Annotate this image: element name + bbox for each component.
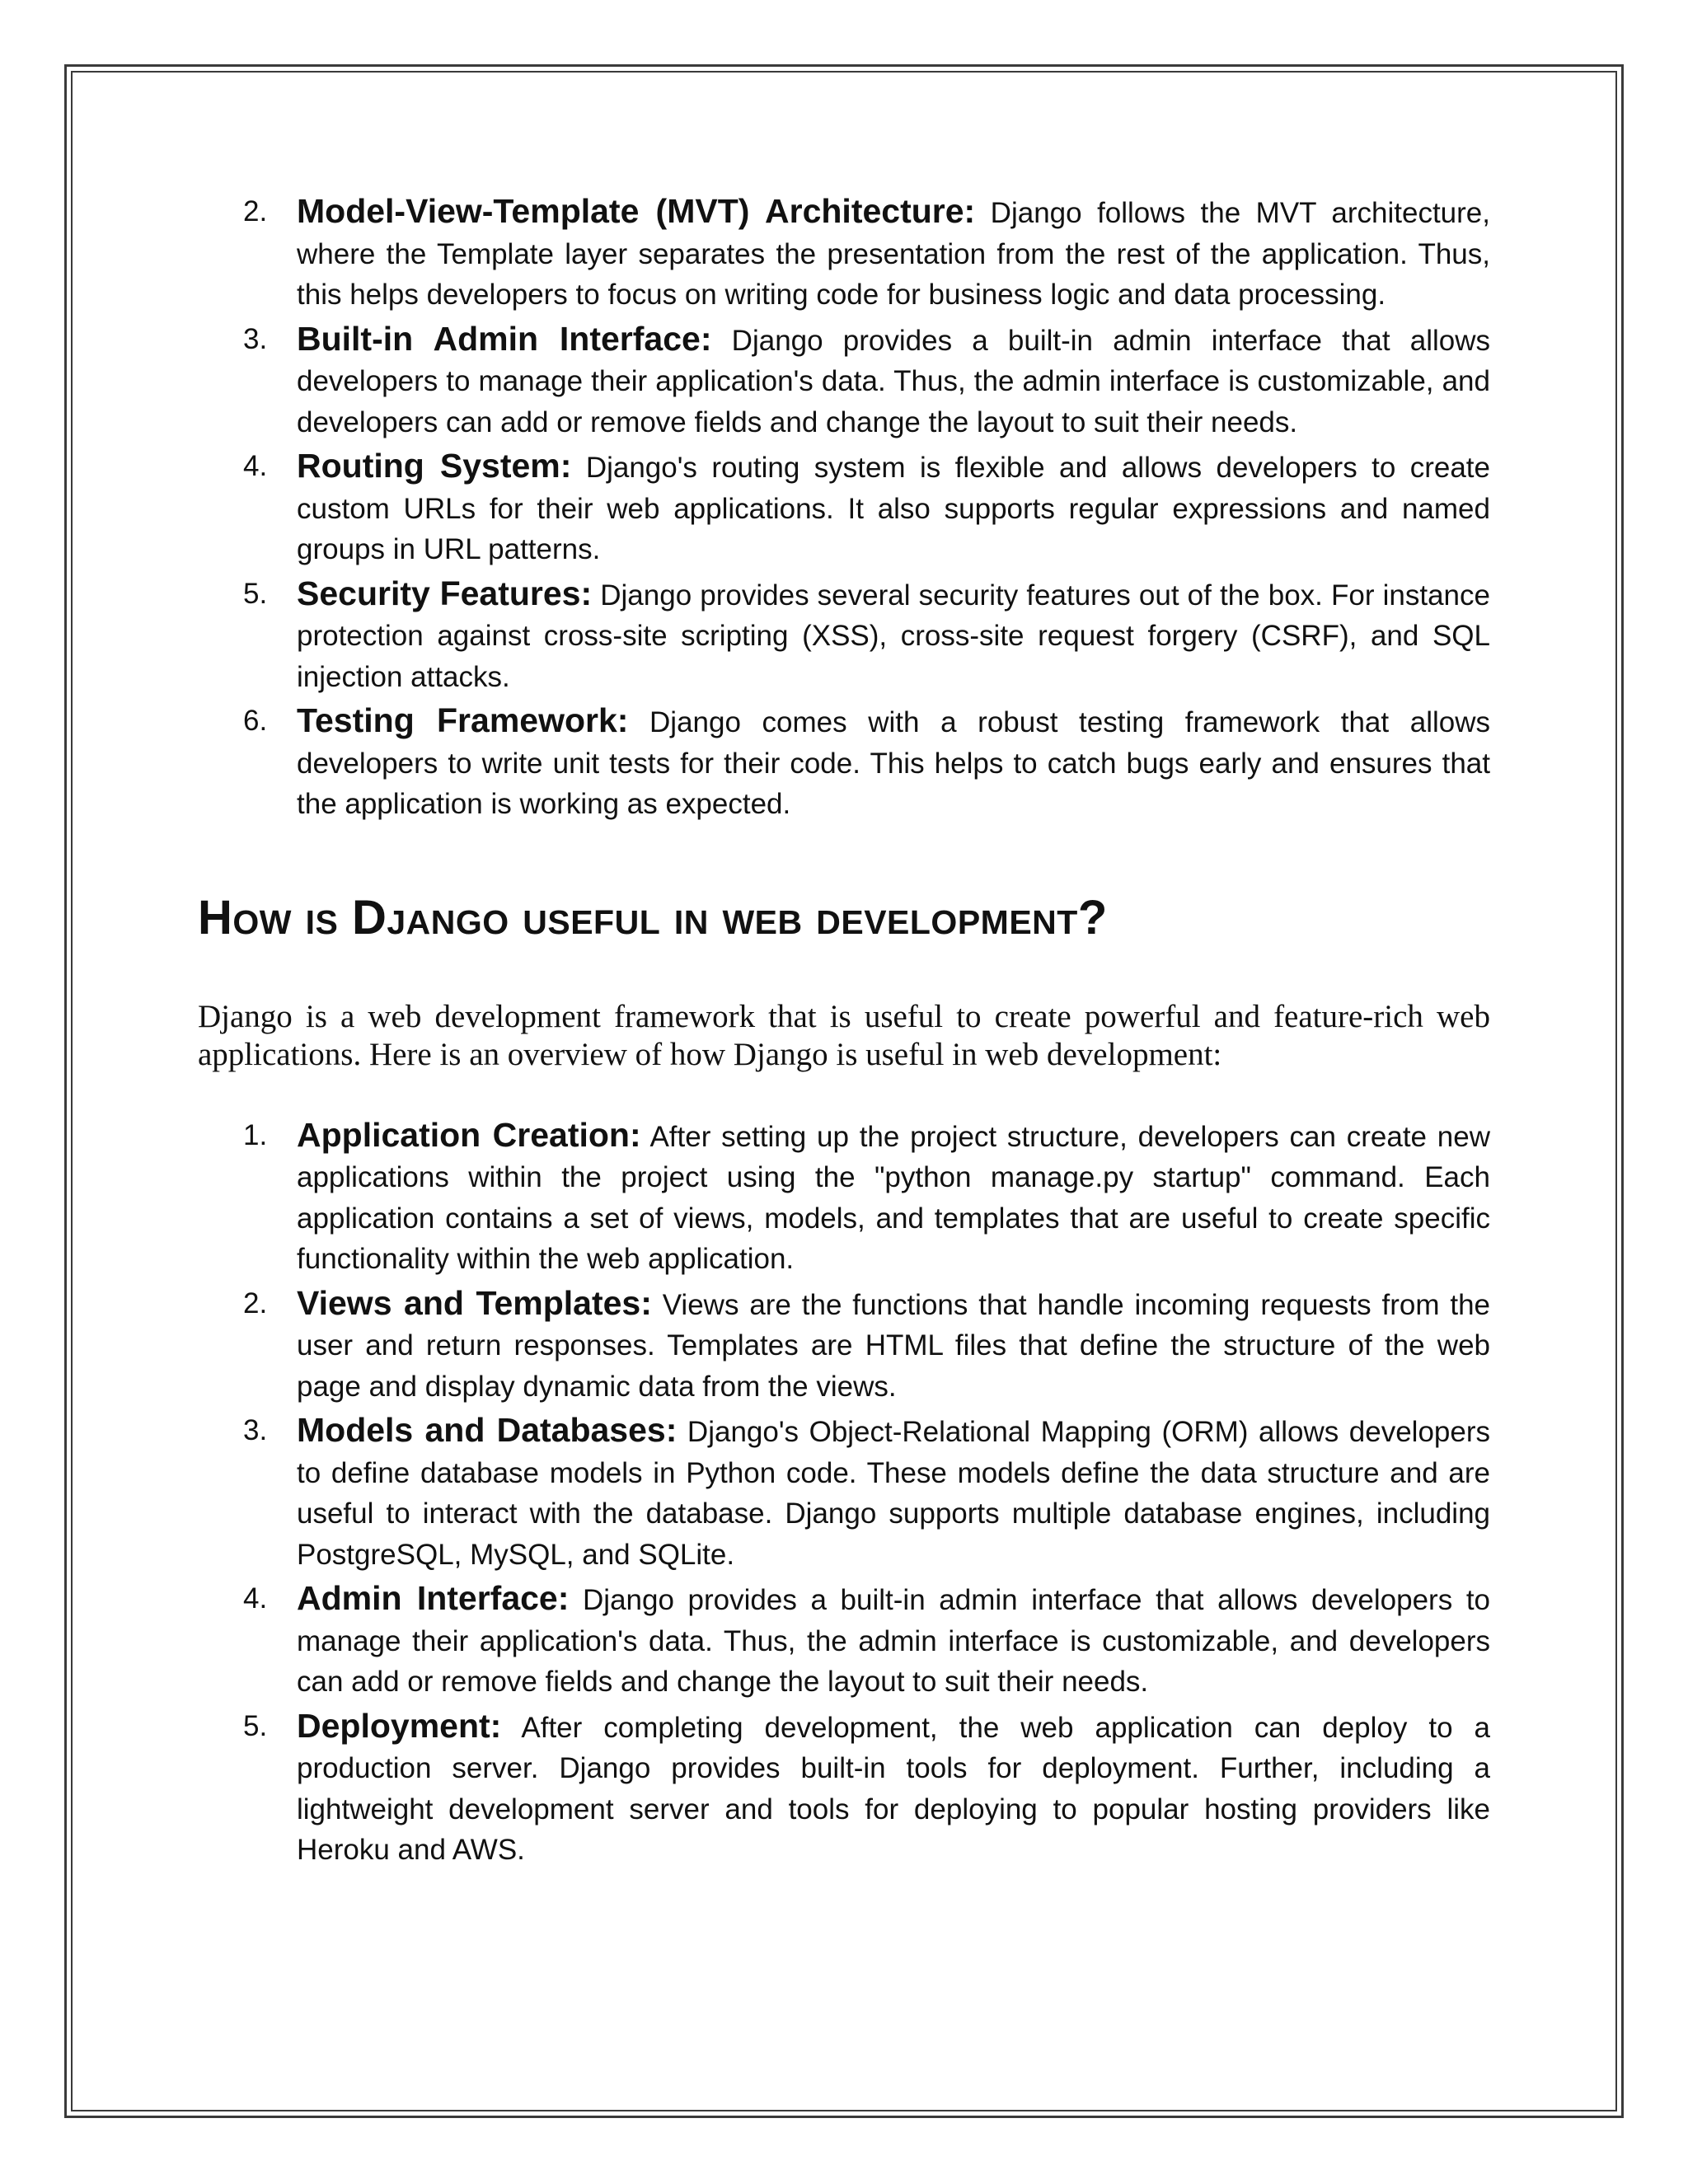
list-number: 4. [243,1582,268,1615]
item-term: Application Creation: [297,1115,641,1154]
item-term: Models and Databases: [297,1411,678,1449]
item-text: Django provides several security features out of the box. For instance protection against cross-site scripting (XSS), cross-site request forgery (CSRF), and SQL injection attacks. [297,579,1490,693]
list-item [198,574,1490,698]
item-term: Security Features: [297,574,593,612]
document-body [198,191,1490,1874]
feature-list [198,191,1490,825]
list-number: 1. [243,1118,268,1151]
list-number: 3. [243,322,268,355]
item-text: Django's Object-Relational Mapping (ORM) allows developers to define database models in Python code. These models define the data structure and are useful to interact with the database. Django supports multiple database engines, including PostgreSQL, MySQL, and SQLite. [297,1416,1491,1571]
item-term: Deployment: [297,1706,502,1745]
list-number: 6. [243,705,268,737]
item-term: Views and Templates: [297,1283,652,1322]
item-term: Testing Framework: [297,701,629,739]
list-number: 2. [243,195,268,227]
list-item [198,701,1490,825]
list-item [198,191,1490,316]
item-text: Views are the functions that handle incoming requests from the user and return responses. Templates are HTML files that define the structure of the web page and display dynamic data from the views. [297,1288,1490,1403]
item-term: Admin Interface: [297,1579,570,1617]
item-term: Built-in Admin Interface: [297,319,712,358]
item-text: Django comes with a robust testing framework that allows developers to write unit tests for their code. This helps to catch bugs early and ensures that the application is working as expected. [297,706,1490,820]
list-item [198,1283,1490,1408]
item-term: Model-View-Template (MVT) Architecture: [297,192,976,230]
item-text: After setting up the project structure, developers can create new applications within the project using the "python manage.py startup" command. Each application contains a set of views, models, and templates that are useful to create specific functionality within the web application. [297,1120,1490,1275]
list-item [198,319,1490,443]
list-item [198,1115,1490,1280]
item-term: Routing System: [297,447,572,485]
list-item [198,1578,1490,1703]
list-number: 4. [243,450,268,482]
list-item [198,1706,1490,1871]
list-item [198,1410,1490,1575]
section-heading: How is Django useful in web development? [198,890,1108,944]
item-text: Django provides a built-in admin interface that allows developers to manage their application's data. Thus, the admin interface is customizable, and developers can add or remove fields and change the layout to suit their needs. [297,1584,1491,1698]
intro-paragraph: Django is a web development framework that is useful to create powerful and feature-rich web applications. Here is an overview of how Django is useful in web development: [198,998,1490,1072]
list-number: 5. [243,577,268,610]
item-text: Django's routing system is flexible and allows developers to create custom URLs for their web applications. It also supports regular expressions and named groups in URL patterns. [297,452,1490,565]
item-text: After completing development, the web application can deploy to a production server. Django provides built-in tools for deployment. Further, including a lightweight development server and tools for deploying to popular hosting providers like Heroku and AWS. [297,1711,1490,1866]
list-number: 3. [243,1414,268,1446]
list-item [198,446,1490,570]
usefulness-list [198,1115,1490,1871]
list-number: 5. [243,1709,268,1742]
item-text: Django provides a built-in admin interface that allows developers to manage their application's data. Thus, the admin interface is customizable, and developers can add or remove fields and change the layout to suit their needs. [297,324,1490,438]
item-text: Django follows the MVT architecture, where the Template layer separates the presentation from the rest of the application. Thus, this helps developers to focus on writing code for business logic and data processing. [297,197,1490,311]
list-number: 2. [243,1286,268,1319]
